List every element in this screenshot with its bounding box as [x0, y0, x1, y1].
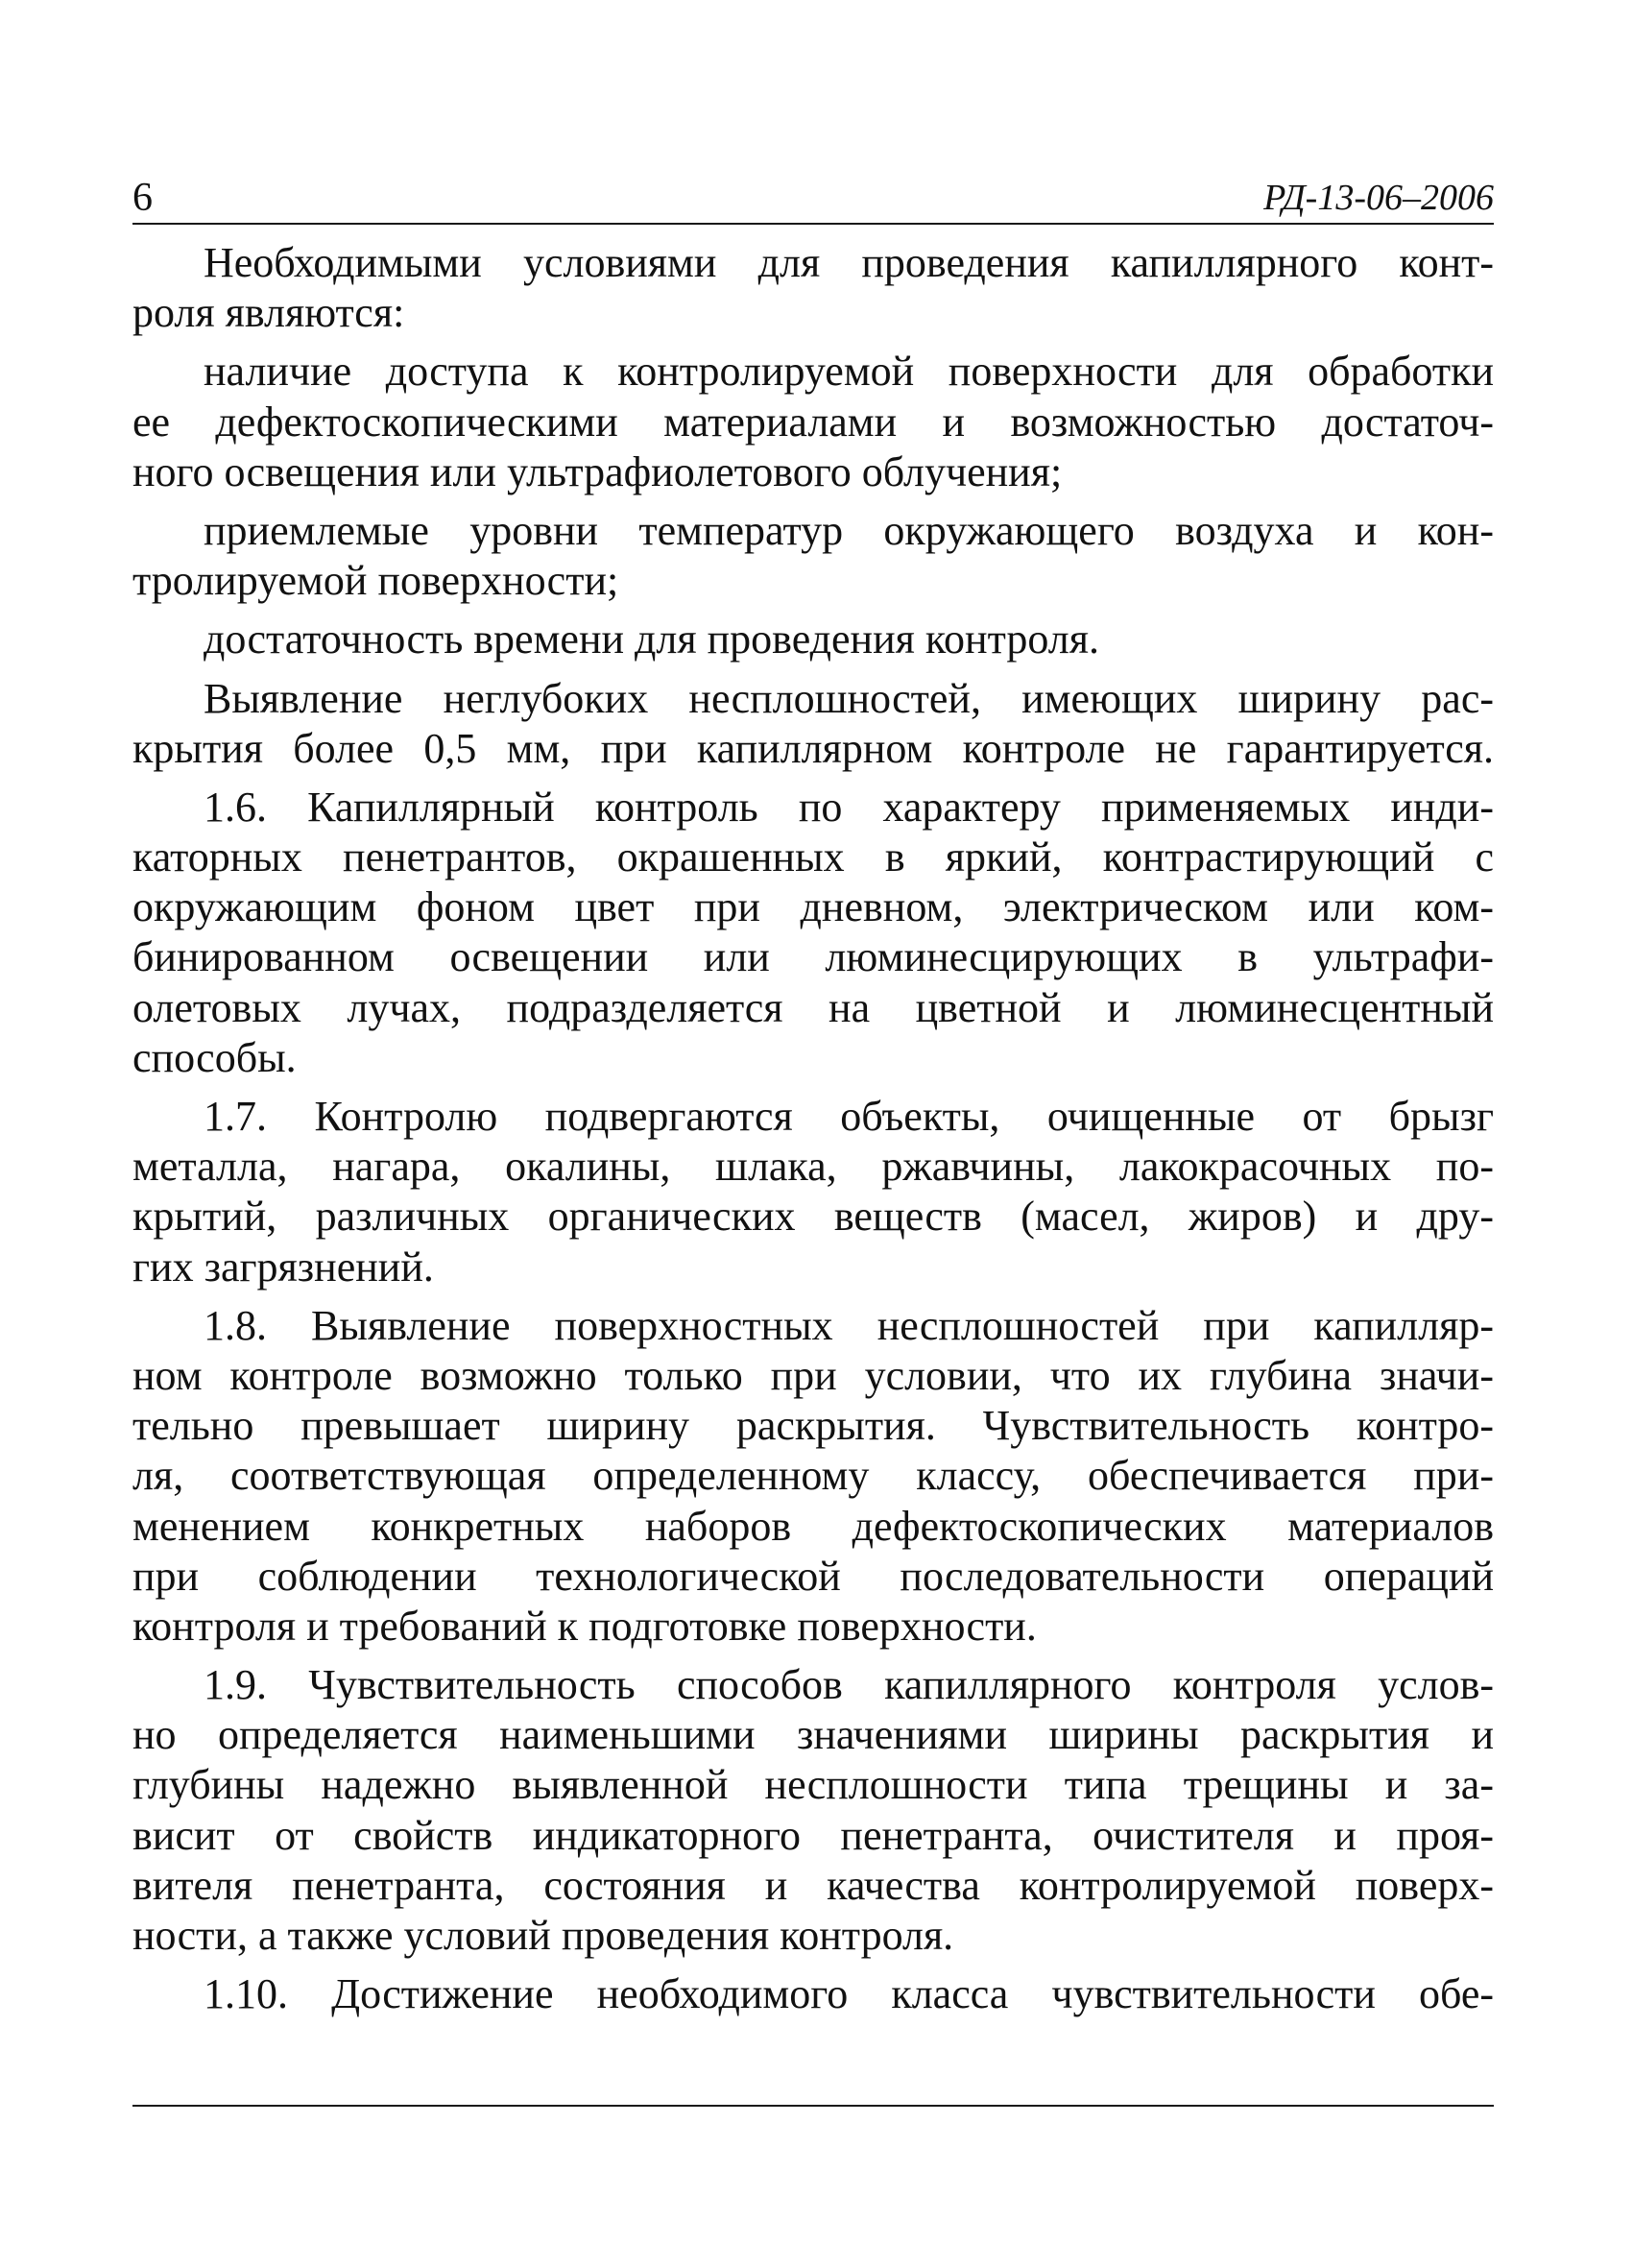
text-line: 1.9. Чувствительность способов капиллярного контроля услов-: [204, 1661, 1494, 1709]
text-line: каторных пенетрантов, окрашенных в яркий, контрастирующий с: [132, 833, 1494, 881]
text-line: Выявление неглубоких несплошностей, имеющих ширину рас-: [204, 674, 1494, 722]
text-line: висит от свойств индикаторного пенетранта, очистителя и проя-: [132, 1811, 1494, 1859]
body-text: [132, 238, 1494, 2072]
text-line: наличие доступа к контролируемой поверхности для обработки: [204, 348, 1494, 396]
text-line: ного освещения или ультрафиолетового облучения;: [132, 447, 1063, 495]
text-line: олетовых лучах, подразделяется на цветной и люминесцентный: [132, 983, 1494, 1031]
text-line: 1.8. Выявление поверхностных несплошностей при капилляр-: [204, 1301, 1494, 1349]
text-line: но определяется наименьшими значениями ширины раскрытия и: [132, 1711, 1494, 1759]
text-line: роля являются:: [132, 289, 405, 337]
text-line: способы.: [132, 1033, 297, 1081]
text-line: бинированном освещении или люминесцирующих в ультрафи-: [132, 933, 1494, 981]
text-line: 1.6. Капиллярный контроль по характеру применяемых инди-: [204, 783, 1494, 831]
text-line: 1.10. Достижение необходимого класса чувствительности обе-: [204, 1970, 1494, 2018]
text-line: приемлемые уровни температур окружающего воздуха и кон-: [204, 506, 1494, 554]
text-line: ности, а также условий проведения контроля.: [132, 1912, 954, 1959]
document-code: РД-13-06–2006: [1263, 178, 1494, 218]
text-line: 1.7. Контролю подвергаются объекты, очищенные от брызг: [204, 1093, 1494, 1140]
text-line: ее дефектоскопическими материалами и возможностью достаточ-: [132, 398, 1494, 446]
page-header: [132, 173, 1494, 223]
footer-rule: [132, 2105, 1494, 2107]
text-line: ля, соответствующая определенному классу, обеспечивается при-: [132, 1452, 1494, 1500]
page-number: 6: [132, 176, 153, 220]
text-line: металла, нагара, окалины, шлака, ржавчины, лакокрасочных по-: [132, 1143, 1494, 1191]
text-line: окружающим фоном цвет при дневном, электрическом или ком-: [132, 883, 1494, 931]
text-line: глубины надежно выявленной несплошности типа трещины и за-: [132, 1761, 1494, 1809]
text-line: при соблюдении технологической последовательности операций: [132, 1552, 1494, 1600]
text-line: крытия более 0,5 мм, при капиллярном контроле не гарантируется.: [132, 724, 1494, 772]
text-line: достаточность времени для проведения контроля.: [204, 615, 1099, 664]
text-line: тельно превышает ширину раскрытия. Чувствительность контро-: [132, 1402, 1494, 1450]
text-line: тролируемой поверхности;: [132, 557, 619, 605]
text-line: крытий, различных органических веществ (масел, жиров) и дру-: [132, 1193, 1494, 1241]
text-line: ном контроле возможно только при условии, что их глубина значи-: [132, 1351, 1494, 1399]
header-rule: [132, 223, 1494, 225]
text-line: Необходимыми условиями для проведения капиллярного конт-: [204, 239, 1494, 286]
text-line: менением конкретных наборов дефектоскопических материалов: [132, 1502, 1494, 1550]
text-line: вителя пенетранта, состояния и качества контролируемой поверх-: [132, 1861, 1494, 1909]
text-line: гих загрязнений.: [132, 1243, 434, 1291]
text-line: контроля и требований к подготовке поверхности.: [132, 1602, 1037, 1650]
